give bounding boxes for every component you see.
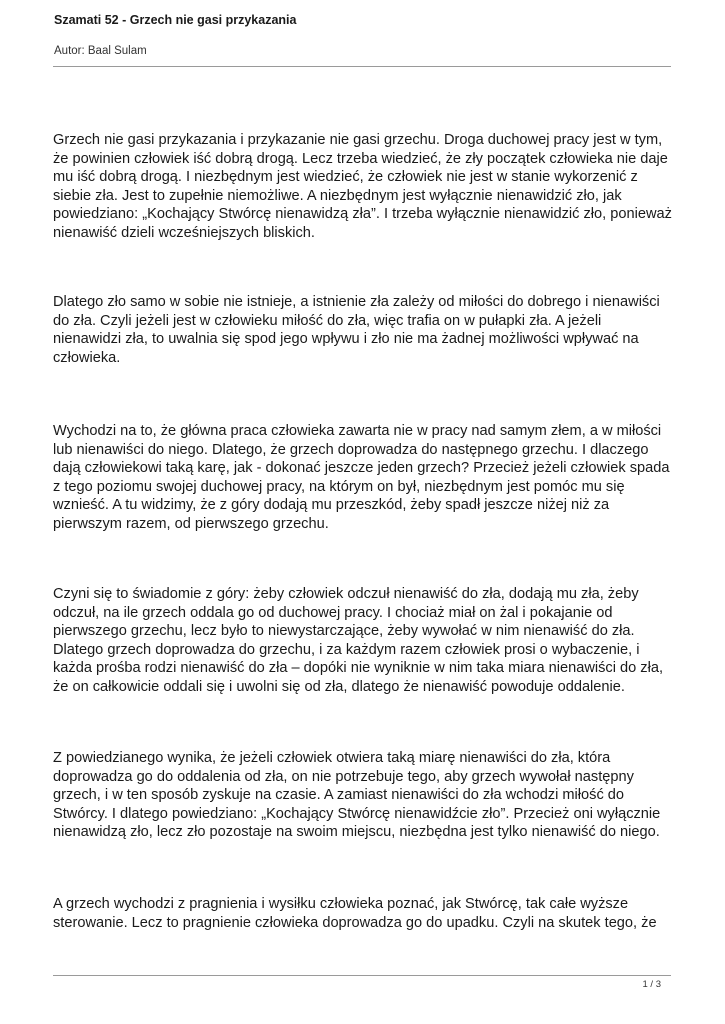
body-paragraph: Dlatego zło samo w sobie nie istnieje, a istnienie zła zależy od miłości do dobrego i nienawiści do zła. Czyli jeżeli jest w człowieku miłość do zła, więc trafia on w pułapki zła. A jeżeli nienawidzi zła, to uwalnia się spod jego wpływu i zło nie ma żadnej możliwości wpływać na człowieka.	[53, 294, 660, 366]
document-author: Autor: Baal Sulam	[54, 45, 147, 57]
body-paragraph: Czyni się to świadomie z góry: żeby człowiek odczuł nienawiść do zła, dodają mu zła, żeby odczuł, na ile grzech oddala go od duchowej pracy. I chociaż miał on żal i pokajanie od pierwszego grzechu, lecz było to niewystarczające, żeby wywołać w nim nienawiść do zła. Dlatego grzech doprowadza do grzechu, i za każdym razem człowiek prosi o wybaczenie, i każda prośba rodzi nienawiść do zła – dopóki nie wyniknie w nim taka miara nienawiści do zła, że on całkowicie oddali się i uwolni się od zła, dlatego że nienawiść powoduje oddalenie.	[53, 586, 664, 695]
body-paragraph: Wychodzi na to, że główna praca człowieka zawarta nie w pracy nad samym złem, a w miłości lub nienawiści do niego. Dlatego, że grzech doprowadza do następnego grzechu. I dlaczego dają człowiekowi taką karę, jak - dokonać jeszcze jeden grzech? Przecież jeżeli człowiek spada z tego poziomu swojej duchowej pracy, na którym on był, niezbędnym jest pomóc mu się wznieść. A tu widzimy, że z góry dodają mu przeszkód, żeby spadł jeszcze niżej niż za pierwszym razem, od pierwszego grzechu.	[53, 423, 670, 532]
body-paragraph: A grzech wychodzi z pragnienia i wysiłku człowieka poznać, jak Stwórcę, tak całe wyższe sterowanie. Lecz to pragnienie człowieka doprowadza go do upadku. Czyli na skutek tego, że	[53, 896, 657, 931]
body-paragraph: Z powiedzianego wynika, że jeżeli człowiek otwiera taką miarę nienawiści do zła, która doprowadza go do oddalenia od zła, on nie potrzebuje tego, aby grzech wywołał następny grzech, i w ten sposób zyskuje na czasie. A zamiast nienawiści do zła wchodzi miłość do Stwórcy. I dlatego powiedziano: „Kochający Stwórcę nienawidźcie zło”. Przecież oni wyłącznie nienawidzą zło, lecz zło pozostaje na swoim miejscu, niezbędna jest tylko nienawiść do niego.	[53, 750, 661, 841]
header-divider	[53, 66, 671, 67]
footer-divider	[53, 975, 671, 976]
page-number: 1 / 3	[642, 979, 661, 990]
body-paragraph: Grzech nie gasi przykazania i przykazanie nie gasi grzechu. Droga duchowej pracy jest w tym, że powinien człowiek iść dobrą drogą. Lecz trzeba wiedzieć, że zły początek człowieka nie daje mu iść dobrą drogą. I niezbędnym jest wiedzieć, że człowiek nie jest w stanie wykorzenić z siebie zła. Jest to zupełnie niemożliwe. A niezbędnym jest wyłącznie nienawidzić zło, jak powiedziano: „Kochający Stwórcę nienawidzą zła”. I trzeba wyłącznie nienawidzić zło, ponieważ nienawiść dzieli wcześniejszych bliskich.	[53, 132, 672, 241]
document-title: Szamati 52 - Grzech nie gasi przykazania	[54, 13, 297, 27]
